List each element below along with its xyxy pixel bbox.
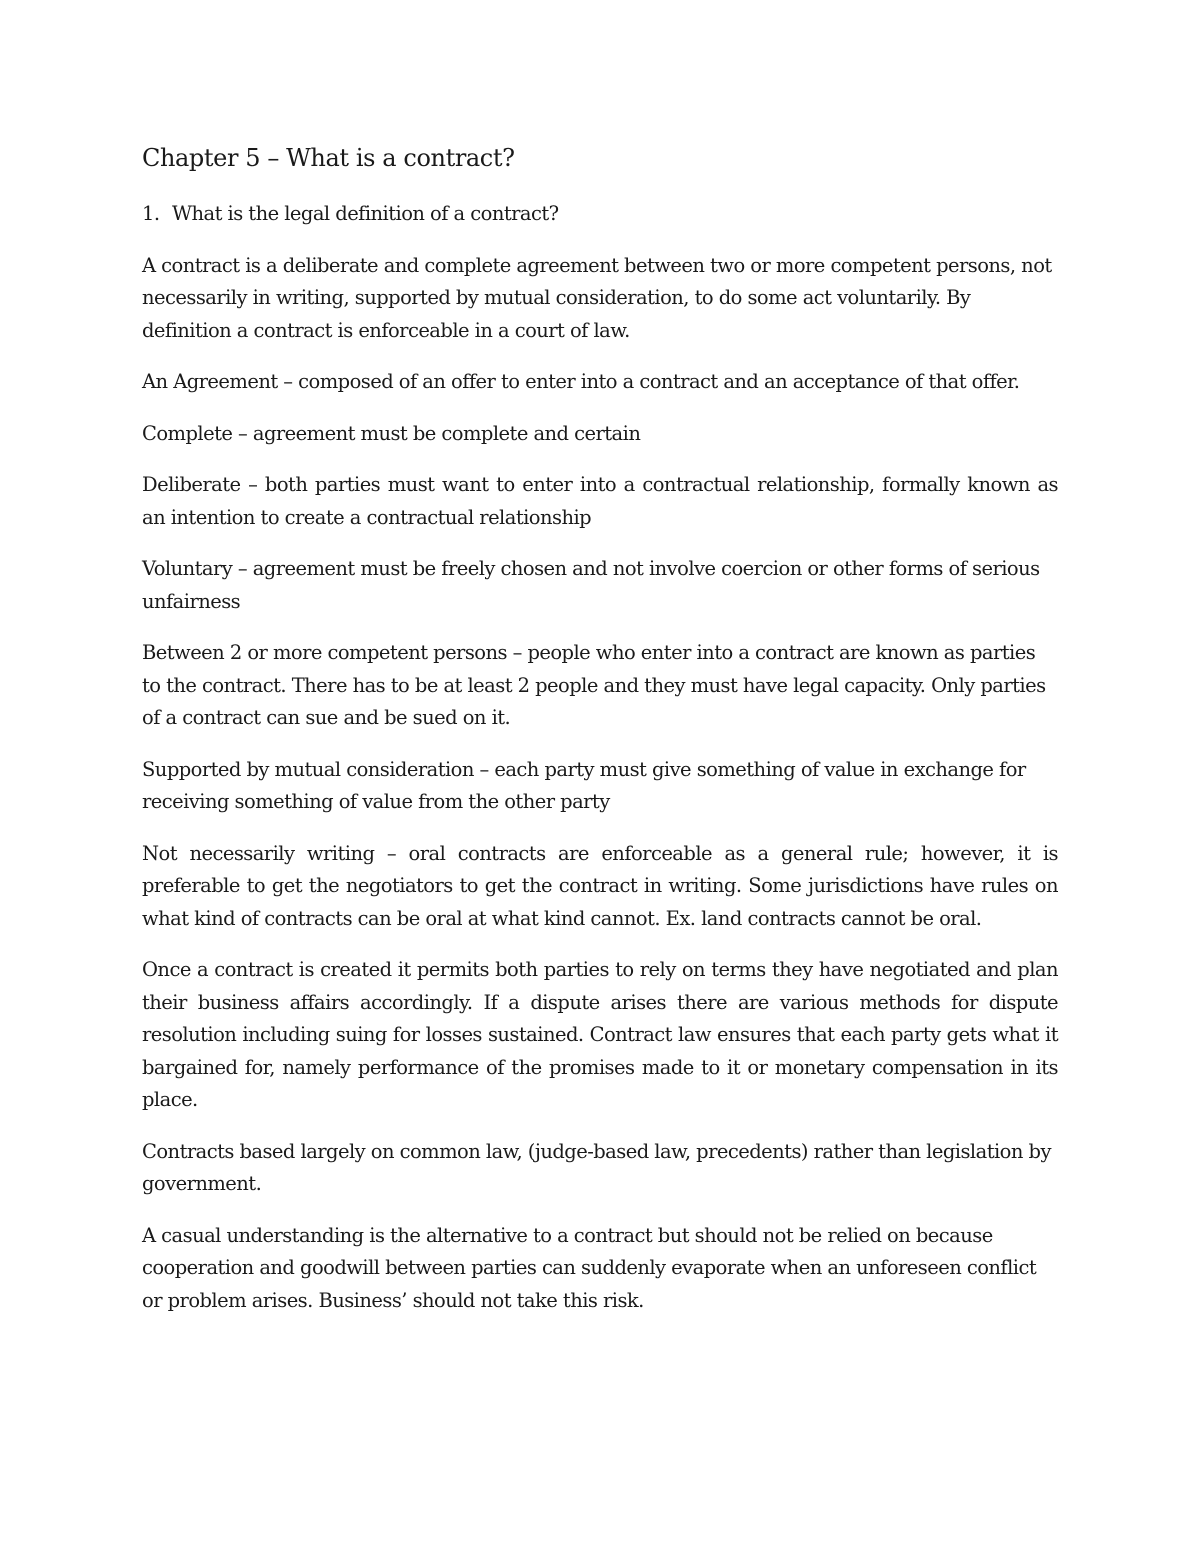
- paragraph-common-law: Contracts based largely on common law, (judge-based law, precedents) rather than legislation by government.: [142, 1139, 1051, 1195]
- paragraph-casual-understanding: A casual understanding is the alternative to a contract but should not be relied on because cooperation and goodwill between parties can suddenly evaporate when an unforeseen conflict or problem arises. Business’ should not take this risk.: [142, 1223, 1037, 1312]
- document-page: [142, 138, 1058, 1336]
- paragraph-writing: Not necessarily writing – oral contracts are enforceable as a general rule; however, it is preferable to get the negotiators to get the contract in writing. Some jurisdictions have rules on what kind of contracts can be oral at what kind cannot. Ex. land contracts cannot be oral.: [142, 841, 1058, 930]
- paragraph-complete: Complete – agreement must be complete and certain: [142, 421, 641, 445]
- paragraph-agreement: An Agreement – composed of an offer to enter into a contract and an acceptance of that offer.: [142, 370, 1020, 393]
- paragraph-consideration: Supported by mutual consideration – each party must give something of value in exchange for receiving something of value from the other party: [142, 757, 1026, 813]
- question-heading: [142, 198, 1058, 231]
- paragraph-competent-persons: Between 2 or more competent persons – people who enter into a contract are known as parties to the contract. There has to be at least 2 people and they must have legal capacity. Only parties of a contract can sue and be sued on it.: [142, 641, 1046, 729]
- paragraph-definition: A contract is a deliberate and complete agreement between two or more competent persons, not necessarily in writing, supported by mutual consideration, to do some act voluntarily. By definition a contract is enforceable in a court of law.: [142, 253, 1052, 342]
- chapter-title: Chapter 5 – What is a contract?: [142, 144, 515, 172]
- paragraph-voluntary: Voluntary – agreement must be freely chosen and not involve coercion or other forms of serious unfairness: [142, 557, 1040, 613]
- paragraph-deliberate: Deliberate – both parties must want to enter into a contractual relationship, formally known as an intention to create a contractual relationship: [142, 473, 1058, 529]
- question-number: 1.: [142, 202, 160, 225]
- question-text: What is the legal definition of a contract?: [172, 202, 559, 225]
- paragraph-reliance: Once a contract is created it permits both parties to rely on terms they have negotiated and plan their business affairs accordingly. If a dispute arises there are various methods for dispute resolution including suing for losses sustained. Contract law ensures that each party gets what it bargained for, namely performance of the promises made to it or monetary compensation in its place.: [142, 958, 1058, 1111]
